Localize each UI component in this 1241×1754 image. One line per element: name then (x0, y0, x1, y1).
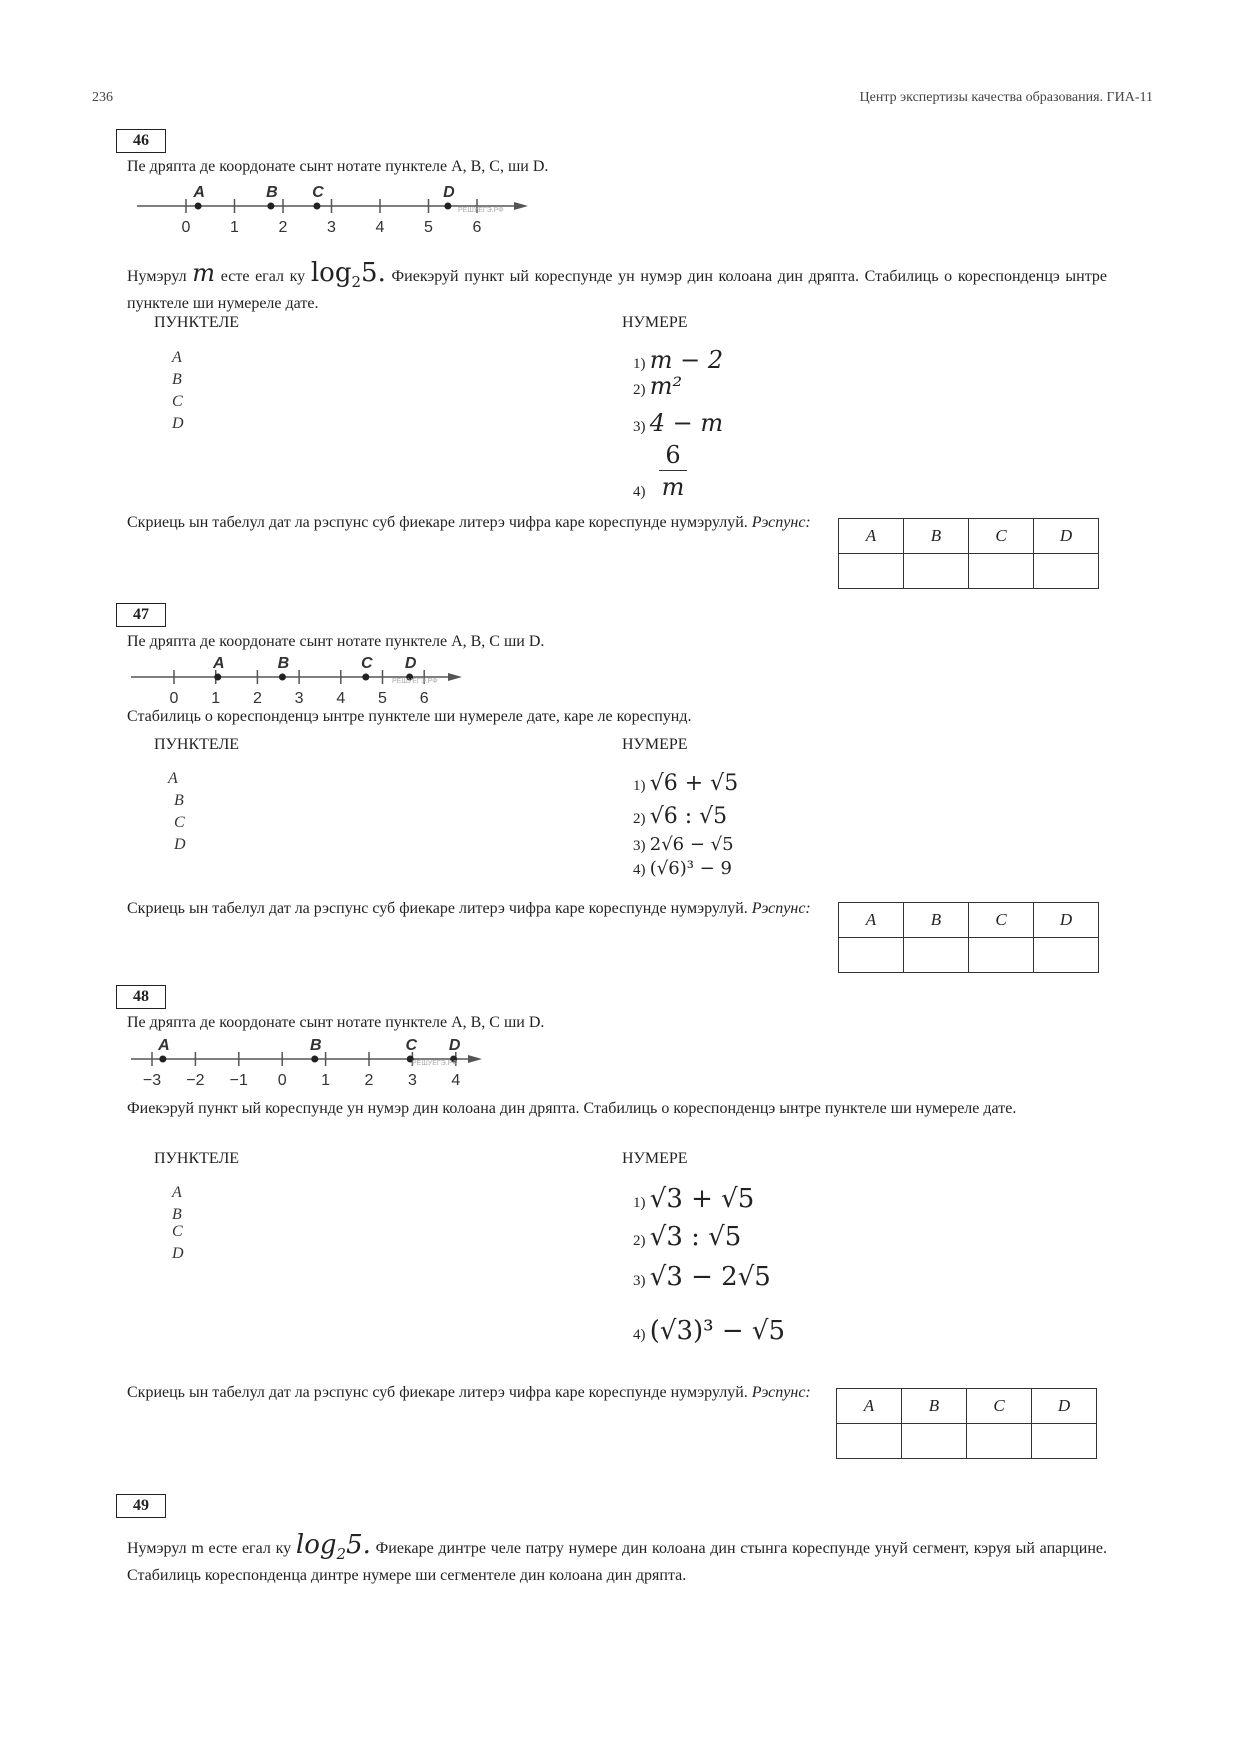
point-dot (279, 674, 286, 681)
answer-cell-d[interactable] (1034, 938, 1099, 973)
answer-cell-b[interactable] (904, 554, 969, 589)
problem-47-statement: Пе дряпта де коордонате сынт нотате пунктеле A, B, C ши D. (127, 633, 545, 650)
tick-label: 0 (169, 690, 179, 706)
option-1: 1) m − 2 (633, 346, 724, 374)
log-expression: $\log_25$. (310, 258, 386, 292)
point-dot (159, 1056, 166, 1063)
tick-label: 4 (375, 219, 385, 236)
tick-label: 6 (419, 690, 429, 706)
col-numbers-title: НУМЕРЕ (622, 736, 688, 753)
problem-46-answer-instruction: Скриець ын табелул дат ла рэспунс суб фиекаре литерэ чифра каре кореспунде нумэрулуй. Рэспунс: (127, 514, 811, 531)
tick-label: 5 (424, 219, 433, 236)
point-item: D (172, 415, 184, 432)
answer-label: Рэспунс: (751, 1384, 811, 1401)
tick-label: 3 (327, 219, 336, 236)
answer-label: Рэспунс: (751, 900, 811, 917)
point-dot (313, 203, 320, 210)
point-label: C (361, 656, 373, 672)
numberline-47 (0, 656, 480, 706)
col-points-title: ПУНКТЕЛЕ (154, 1150, 240, 1167)
tick-label: 3 (407, 1072, 417, 1089)
watermark-text: РЕШУЕГЭ.РФ (412, 1060, 458, 1067)
answer-cell-a[interactable] (839, 938, 904, 973)
answer-table-46 (838, 518, 1099, 589)
point-dot (444, 203, 451, 210)
tick-label: 5 (378, 690, 387, 706)
point-item: A (172, 349, 182, 366)
answer-cell-d[interactable] (1034, 554, 1099, 589)
tick-label: 1 (230, 219, 239, 236)
answer-cell-a[interactable] (839, 554, 904, 589)
table-header-a: A (839, 519, 904, 554)
point-label: A (213, 656, 225, 672)
answer-table-47 (838, 902, 1099, 973)
running-title: Центр экспертизы качества образования. ГИА-11 (859, 90, 1153, 105)
option-2: 2) √6 : √5 (633, 804, 728, 829)
point-item: D (172, 1245, 184, 1262)
point-label: B (277, 656, 290, 672)
table-header-a: A (837, 1389, 902, 1424)
log-expression: $\log_25$. (295, 1530, 371, 1564)
point-item: A (168, 770, 178, 787)
point-dot (362, 674, 369, 681)
tick-label: 0 (277, 1072, 287, 1089)
point-item: A (172, 1184, 182, 1201)
table-header-a: A (839, 903, 904, 938)
answer-cell-c[interactable] (969, 554, 1034, 589)
option-4: 4) (√6)³ − 9 (633, 858, 732, 879)
option-1: 1) √6 + √5 (633, 771, 739, 796)
tick-label: −1 (229, 1072, 248, 1089)
problem-number-48: 48 (116, 985, 166, 1009)
table-header-d: D (1034, 903, 1099, 938)
numberline-48 (0, 1036, 500, 1090)
tick-label: 2 (278, 219, 288, 236)
table-header-b: B (904, 903, 969, 938)
table-header-d: D (1032, 1389, 1097, 1424)
table-header-d: D (1034, 519, 1099, 554)
option-1: 1) √3 + √5 (633, 1184, 755, 1214)
option-4: 4) (√3)³ − √5 (633, 1316, 785, 1346)
problem-46-intro: Нумэрул m есте егал ку $\log_25$. Фиекэруй пункт ый кореспунде ун нумэр дин колоана дин дряпта. Стабилиць о кореспонденцэ ынтре пунктеле ши нумереле дате. (127, 258, 1108, 313)
option-2: 2) m² (633, 372, 683, 400)
watermark-text: РЕШУЕГЭ.РФ (392, 678, 438, 685)
problem-47-answer-instruction: Скриець ын табелул дат ла рэспунс суб фиекаре литерэ чифра каре кореспунде нумэрулуй. Рэспунс: (127, 900, 811, 917)
col-numbers-title: НУМЕРЕ (622, 314, 688, 331)
point-label: D (404, 656, 417, 672)
point-item: B (174, 792, 184, 809)
tick-label: −2 (186, 1072, 205, 1089)
tick-label: 4 (451, 1072, 461, 1089)
tick-label: 2 (252, 690, 262, 706)
point-item: C (172, 393, 183, 410)
point-dot (214, 674, 221, 681)
table-header-b: B (904, 519, 969, 554)
axis-arrow (514, 202, 528, 210)
answer-table-48 (836, 1388, 1097, 1459)
answer-label: Рэспунс: (751, 514, 811, 531)
var-m: m (192, 259, 216, 287)
table-header-c: C (967, 1389, 1032, 1424)
table-header-c: C (969, 519, 1034, 554)
problem-49-intro: Нумэрул m есте егал ку $\log_25$. Фиекаре динтре челе патру нумере дин колоана дин стынга кореспунде унуй сегмент, кэруя ый апарцине. Стабилиць кореспонденца динтре нумере ши сегментеле дин колоана дин дряпта. (127, 1530, 1108, 1585)
problem-number-49: 49 (116, 1494, 166, 1518)
axis-arrow (468, 1055, 482, 1063)
point-label: C (312, 184, 324, 201)
watermark-text: РЕШУЕГЭ.РФ (458, 207, 504, 214)
tick-label: 3 (294, 690, 304, 706)
point-item: B (172, 1206, 182, 1223)
tick-label: 6 (472, 219, 482, 236)
answer-cell-b[interactable] (902, 1424, 967, 1459)
point-label: A (158, 1037, 170, 1054)
col-points-title: ПУНКТЕЛЕ (154, 736, 240, 753)
tick-label: 2 (364, 1072, 374, 1089)
tick-label: 1 (321, 1072, 331, 1089)
point-dot (195, 203, 202, 210)
problem-48-intro: Фиекэруй пункт ый кореспунде ун нумэр дин колоана дин дряпта. Стабилиць о кореспонденцэ ынтре пунктеле ши нумереле дате. (127, 1100, 1017, 1117)
point-label: B (309, 1037, 322, 1054)
problem-46-statement: Пе дряпта де коордонате сынт нотате пунктеле A, B, C, ши D. (127, 158, 549, 175)
point-item: C (174, 814, 185, 831)
col-numbers-title: НУМЕРЕ (622, 1150, 688, 1167)
point-dot (267, 203, 274, 210)
answer-cell-c[interactable] (967, 1424, 1032, 1459)
problem-48-answer-instruction: Скриець ын табелул дат ла рэспунс суб фиекаре литерэ чифра каре кореспунде нумэрулуй. Рэспунс: (127, 1384, 811, 1401)
point-dot (311, 1056, 318, 1063)
option-2: 2) √3 : √5 (633, 1222, 742, 1252)
point-label: B (266, 184, 278, 201)
tick-label: 4 (336, 690, 346, 706)
answer-cell-b[interactable] (904, 938, 969, 973)
table-header-b: B (902, 1389, 967, 1424)
answer-cell-c[interactable] (969, 938, 1034, 973)
problem-number-47: 47 (116, 603, 166, 627)
option-3: 3) 2√6 − √5 (633, 834, 734, 855)
point-label: D (443, 184, 455, 201)
col-points-title: ПУНКТЕЛЕ (154, 314, 240, 331)
tick-label: 0 (181, 219, 191, 236)
numberline-46 (0, 178, 560, 244)
answer-cell-d[interactable] (1032, 1424, 1097, 1459)
answer-cell-a[interactable] (837, 1424, 902, 1459)
point-label: A (193, 184, 205, 201)
point-item: D (174, 836, 186, 853)
point-label: C (405, 1037, 418, 1054)
tick-label: 1 (211, 690, 221, 706)
table-header-c: C (969, 903, 1034, 938)
option-3: 3) √3 − 2√5 (633, 1262, 771, 1292)
problem-48-statement: Пе дряпта де коордонате сынт нотате пунктеле A, B, C ши D. (127, 1014, 545, 1031)
point-label: D (448, 1037, 461, 1054)
point-item: C (172, 1223, 183, 1240)
problem-number-46: 46 (116, 129, 166, 153)
tick-label: −3 (142, 1072, 162, 1089)
point-item: B (172, 371, 182, 388)
axis-arrow (448, 673, 462, 681)
page-number: 236 (92, 90, 113, 105)
option-3: 3) 4 − m (633, 409, 724, 437)
problem-47-intro: Стабилиць о кореспонденцэ ынтре пунктеле ши нумереле дате, каре ле кореспунд. (127, 708, 692, 725)
